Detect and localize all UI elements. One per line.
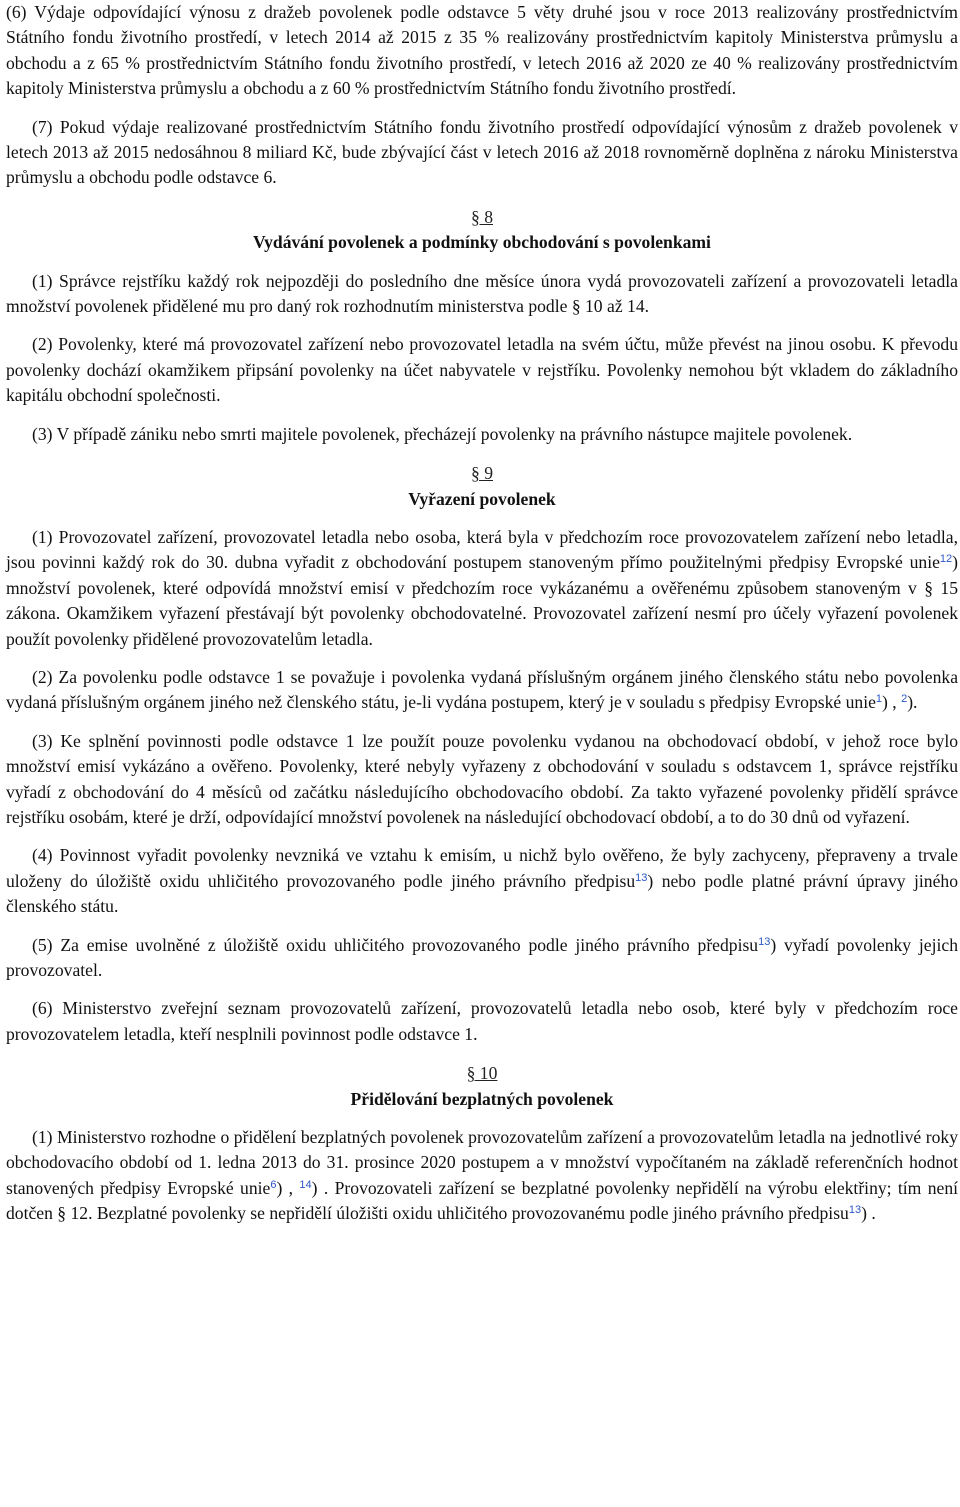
s9-paragraph-3: (3) Ke splnění povinnosti podle odstavce 1 lze použít pouze povolenku vydanou na obchodovací období, v jehož roce bylo množství emisí vykázáno a ověřeno. Povolenky, které nebyly vyřazeny z obchodování v souladu s odstavcem 1, správce rejstříku vyřadí z obchodování do 4 měsíců od začátku následujícího obchodovacího období. Za takto vyřazené povolenky přidělí správce rejstříku osobám, které je drží, odpovídající množství povolenek na následující obchodovací období, a to do 30 dnů od vyřazení. [6, 730, 958, 827]
s10-p1-text-c: ) . [861, 1203, 876, 1224]
s9-paragraph-2 [6, 665, 958, 716]
s8-paragraph-3: (3) V případě zániku nebo smrti majitele povolenek, přecházejí povolenky na právního nástupce majitele povolenek. [32, 423, 853, 444]
s10-p1-separator: ) , [276, 1177, 300, 1198]
section-8-link[interactable]: § 8 [471, 206, 493, 227]
section-8-title: Vydávání povolenek a podmínky obchodování s povolenkami [253, 232, 711, 253]
footnote-ref-14[interactable]: 14 [299, 1178, 312, 1191]
s9-paragraph-4 [6, 843, 958, 919]
section-10-link[interactable]: § 10 [466, 1063, 498, 1084]
s9-p1-text-a: (1) Provozovatel zařízení, provozovatel letadla nebo osoba, která byla v předchozím roce provozovatelem zařízení nebo letadla, jsou povinni každý rok do 30. dubna vyřadit z obchodování postupem stanoveným přímo použitelnými předpisy Evropské unie [6, 526, 958, 573]
s9-paragraph-1 [6, 525, 958, 652]
document-page [6, 0, 958, 1227]
section-9-number[interactable] [6, 461, 958, 486]
s9-paragraph-5 [6, 933, 958, 984]
section-10-title: Přidělování bezplatných povolenek [350, 1088, 614, 1109]
s10-paragraph-1 [6, 1125, 958, 1227]
s10-p1-text-a: (1) Ministerstvo rozhodne o přidělení bezplatných povolenek provozovatelům zařízení a provozovatelům letadla na jednotlivé roky obchodovacího období od 1. ledna 2013 do 31. prosince 2020 postupem a v množství vypočítaném na základě referenčních hodnot stanovených předpisy Evropské unie [6, 1127, 958, 1198]
paragraph-6: (6) Výdaje odpovídající výnosu z dražeb povolenek podle odstavce 5 věty druhé jsou v roce 2013 realizovány prostřednictvím Státního fondu životního prostředí, v letech 2014 až 2015 z 35 % realizovány prostřednictvím kapitoly Ministerstva průmyslu a obchodu a z 65 % prostřednictvím Státního fondu životního prostředí, v letech 2016 až 2020 ze 40 % realizovány prostřednictvím kapitoly Ministerstva průmyslu a obchodu a z 60 % prostřednictvím Státního fondu životního prostředí. [6, 2, 958, 99]
s8-paragraph-2: (2) Povolenky, které má provozovatel zařízení nebo provozovatel letadla na svém účtu, může převést na jinou osobu. K převodu povolenky dochází okamžikem připsání povolenky na účet nabyvatele v rejstříku. Povolenky nemohou být vkladem do základního kapitálu obchodní společnosti. [6, 334, 958, 406]
s9-p4-text-b: ) nebo podle platné právní úpravy jiného členského státu. [6, 870, 958, 917]
footnote-ref-13[interactable]: 13 [635, 871, 648, 884]
s9-p2-separator: ) , [882, 692, 902, 713]
footnote-ref-2[interactable]: 2 [901, 693, 908, 706]
section-9-link[interactable]: § 9 [471, 463, 493, 484]
footnote-ref-13[interactable]: 13 [848, 1204, 862, 1217]
s8-paragraph-1: (1) Správce rejstříku každý rok nejpozději do posledního dne měsíce února vydá provozovateli zařízení a provozovateli letadla množství povolenek přidělené mu pro daný rok rozhodnutím ministerstva podle § 10 až 14. [6, 270, 958, 317]
s9-paragraph-6: (6) Ministerstvo zveřejní seznam provozovatelů zařízení, provozovatelů letadla nebo osob, které byly v předchozím roce provozovatelem letadla, kteří nesplnili povinnost podle odstavce 1. [6, 998, 958, 1044]
section-10-number[interactable] [6, 1061, 958, 1086]
footnote-ref-6[interactable]: 6 [270, 1178, 277, 1191]
s9-p1-text-b: ) množství povolenek, které odpovídá množství emisí v předchozím roce vykázanému a ověřenému způsobem stanoveným v § 15 zákona. Okamžikem vyřazení přestávají být povolenky obchodovatelné. Provozovatel zařízení nesmí pro účely vyřazení povolenek použít povolenky přidělené provozovatelům letadla. [6, 552, 958, 649]
footnote-ref-13[interactable]: 13 [758, 935, 771, 948]
s9-p5-text-b: ) vyřadí povolenky jejich provozovatel. [6, 934, 958, 980]
footnote-ref-12[interactable]: 12 [939, 553, 953, 566]
s9-p2-text-b: ). [907, 692, 918, 713]
footnote-ref-1[interactable]: 1 [875, 693, 883, 706]
s9-p5-text-a: (5) Za emise uvolněné z úložiště oxidu uhličitého provozovaného podle jiného právního předpisu [32, 934, 759, 955]
section-9-title: Vyřazení povolenek [408, 488, 556, 509]
paragraph-7: (7) Pokud výdaje realizované prostřednictvím Státního fondu životního prostředí odpovídající výnosům z dražeb povolenek v letech 2013 až 2015 nedosáhnou 8 miliard Kč, bude zbývající část v letech 2016 až 2018 rovnoměrně doplněna z nároku Ministerstva průmyslu a obchodu podle odstavce 6. [6, 116, 958, 188]
s9-p2-text-a: (2) Za povolenku podle odstavce 1 se považuje i povolenka vydaná příslušným orgánem jiného členského státu nebo povolenka vydaná příslušným orgánem jiného než členského státu, je-li vydána postupem, který je v souladu s předpisy Evropské unie [6, 666, 958, 713]
section-8-number[interactable] [6, 205, 958, 230]
s10-p1-text-b: ) . Provozovateli zařízení se bezplatné povolenky nepřidělí na výrobu elektřiny; tím není dotčen § 12. Bezplatné povolenky se nepřidělí úložišti oxidu uhličitého provozovanému podle jiného právního předpisu [6, 1177, 958, 1224]
s9-p4-text-a: (4) Povinnost vyřadit povolenky nevzniká ve vztahu k emisím, u nichž bylo ověřeno, že byly zachyceny, přepraveny a trvale uloženy do úložiště oxidu uhličitého provozovaného podle jiného právního předpisu [6, 845, 958, 891]
